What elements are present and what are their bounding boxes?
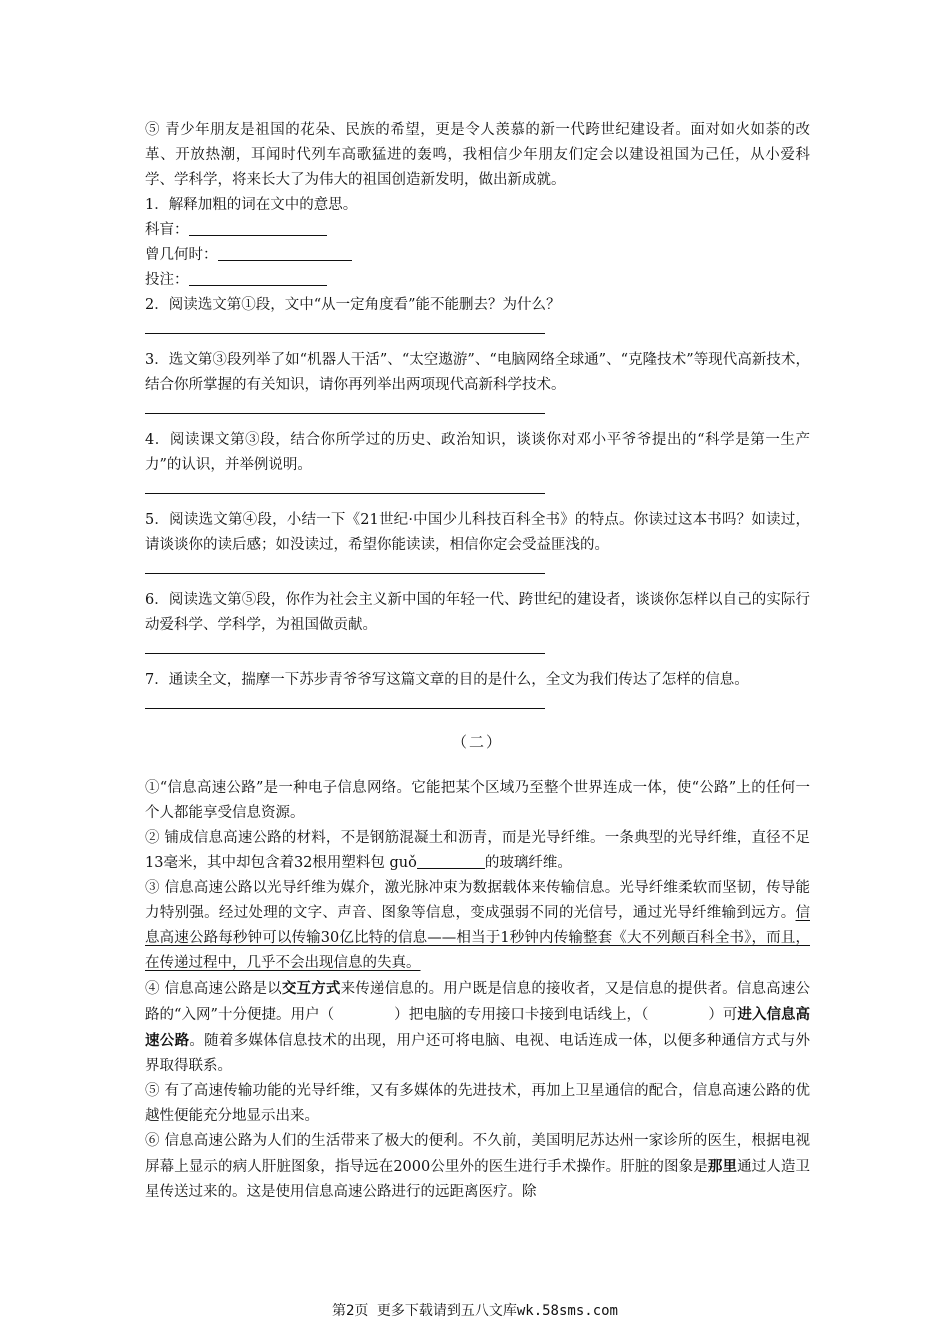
bold-term: 交互方式 — [281, 980, 341, 997]
passage-para-6: ⑥ 信息高速公路为人们的生活带来了极大的便利。不久前，美国明尼苏达州一家诊所的医生，根据电视屏幕上显示的病人肝脏图象，指导远在2000公里外的医生进行手术操作。肝脏的图象是那里通过人造卫星传送过来的。这是使用信息高速公路进行的远距离医疗。除 — [145, 1133, 811, 1200]
question-2: 2．阅读选文第①段，文中“从一定角度看”能不能删去？为什么？ — [145, 297, 561, 313]
question-5: 5．阅读选文第④段，小结一下《21世纪·中国少儿科技百科全书》的特点。你读过这本书吗？如读过，请谈谈你的读后感；如没读过，希望你能读读，相信你定会受益匪浅的。 — [145, 512, 810, 553]
passage-para-4: ④ 信息高速公路是以交互方式来传递信息的。用户既是信息的接收者，又是信息的提供者。信息高速公路的“入网”十分便捷。用户（ ）把电脑的专用接口卡接到电话线上，（ ）可进入信息高速公路。随着多媒体信息技术的出现，用户还可将电脑、电视、电话连成一体，以便多种通信方式与外界取得联系。 — [145, 980, 811, 1074]
question-6: 6．阅读选文第⑤段，你作为社会主义新中国的年轻一代、跨世纪的建设者，谈谈你怎样以自己的实际行动爱科学、学科学，为祖国做贡献。 — [145, 592, 810, 633]
section-title: （二） — [451, 733, 503, 751]
answer-blank[interactable] — [189, 219, 327, 236]
fill-blank[interactable] — [417, 852, 485, 869]
answer-line[interactable] — [145, 707, 545, 709]
answer-line[interactable] — [145, 572, 545, 574]
page-footer: 第2页 更多下载请到五八文库wk.58sms.com — [331, 1303, 618, 1319]
passage-para-2: ② 铺成信息高速公路的材料，不是钢筋混凝土和沥青，而是光导纤维。一条典型的光导纤维，直径不足13毫米，其中却包含着32根用塑料包 guǒ 的玻璃纤维。 — [145, 830, 810, 871]
answer-line[interactable] — [145, 492, 545, 494]
question-1: 1．解释加粗的词在文中的意思。 — [145, 197, 358, 213]
answer-line[interactable] — [145, 652, 545, 654]
underlined-sentence: 信息高速公路每秒钟可以传输30亿比特的信息——相当于1秒钟内传输整套《大不列颠百科全书》，而且，在传递过程中，几乎不会出现信息的失真。 — [145, 905, 810, 971]
passage-para-3: ③ 信息高速公路以光导纤维为媒介，激光脉冲束为数据载体来传输信息。光导纤维柔软而坚韧，传导能力特别强。经过处理的文字、声音、图象等信息，变成强弱不同的光信号，通过光导纤维输到远方。信息高速公路每秒钟可以传输30亿比特的信息——相当于1秒钟内传输整套《大不列颠百科全书》，而且，在传递过程中，几乎不会出现信息的失真。 — [145, 880, 810, 971]
question-1b: 曾几何时： — [145, 243, 810, 268]
answer-blank[interactable] — [189, 269, 327, 286]
paragraph-5: ⑤ 青少年朋友是祖国的花朵、民族的希望，更是令人羡慕的新一代跨世纪建设者。面对如火如荼的改革、开放热潮，耳闻时代列车高歌猛进的轰鸣，我相信少年朋友们定会以建设祖国为己任，从小爱科学、学科学，将来长大了为伟大的祖国创造新发明，做出新成就。 — [145, 122, 810, 188]
bold-term: 进入信息高速公路 — [145, 1006, 811, 1049]
answer-blank[interactable] — [218, 244, 352, 261]
document-page — [145, 118, 810, 1205]
answer-line[interactable] — [145, 332, 545, 334]
question-3: 3．选文第③段列举了如“机器人干活”、“太空遨游”、“电脑网络全球通”、“克隆技术”等现代高新技术，结合你所掌握的有关知识，请你再列举出两项现代高新科学技术。 — [145, 352, 810, 393]
passage-para-1: ①“信息高速公路”是一种电子信息网络。它能把某个区域乃至整个世界连成一体，使“公路”上的任何一个人都能享受信息资源。 — [145, 780, 810, 821]
answer-line[interactable] — [145, 412, 545, 414]
question-7: 7．通读全文，揣摩一下苏步青爷爷写这篇文章的目的是什么，全文为我们传达了怎样的信息。 — [145, 672, 749, 688]
question-1c: 投注： — [145, 268, 810, 293]
question-4: 4．阅读课文第③段，结合你所学过的历史、政治知识，谈谈你对邓小平爷爷提出的“科学是第一生产力”的认识，并举例说明。 — [145, 432, 810, 473]
passage-para-5: ⑤ 有了高速传输功能的光导纤维，又有多媒体的先进技术，再加上卫星通信的配合，信息高速公路的优越性便能充分地显示出来。 — [145, 1083, 810, 1124]
bold-term: 那里 — [707, 1158, 738, 1175]
question-1a: 科盲： — [145, 218, 810, 243]
